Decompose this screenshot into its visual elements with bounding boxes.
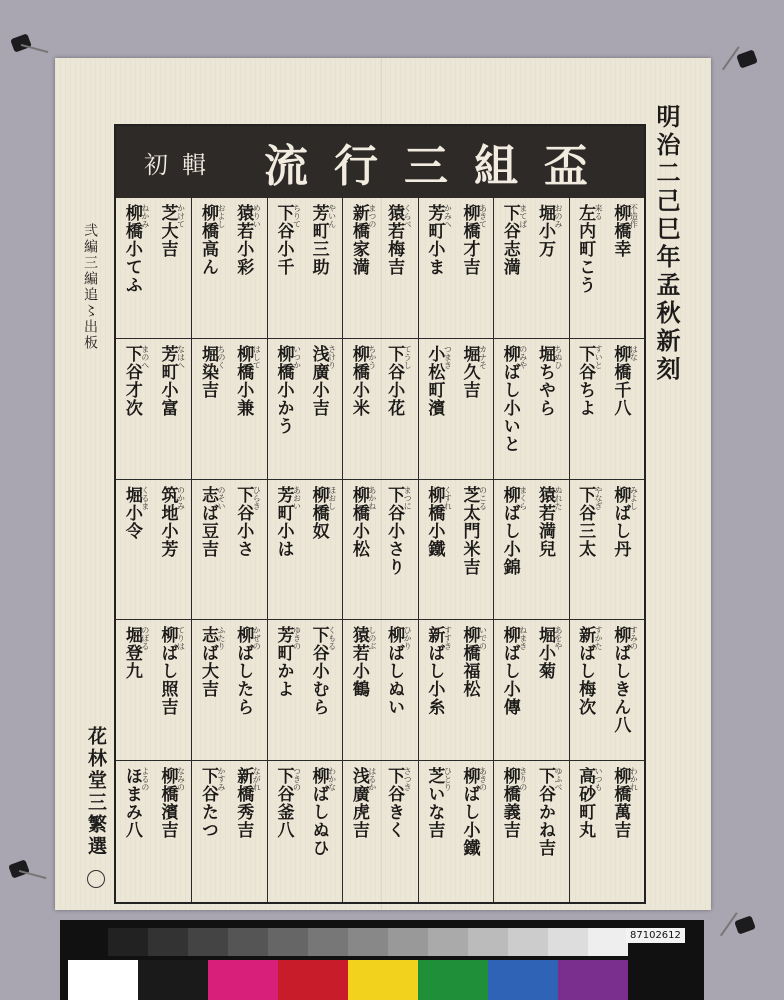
geisha-name: 新橋家満 (348, 204, 369, 276)
geisha-name-grid (116, 198, 644, 902)
name-entry (274, 486, 300, 558)
grid-cell (418, 620, 493, 761)
geisha-name: 柳橋小兼 (233, 344, 254, 417)
entry-note: すいと (594, 344, 604, 369)
grid-cell (116, 620, 191, 761)
name-entry (234, 767, 260, 839)
name-entry (576, 204, 602, 294)
gray-patch (388, 928, 428, 956)
name-entry (274, 345, 300, 435)
entry-note: のぼる (140, 626, 150, 651)
name-entry (123, 626, 149, 680)
entry-note: まてば (518, 204, 528, 228)
entry-note: かけて (176, 204, 186, 228)
entry-note: つまき (443, 344, 453, 369)
grid-cell (191, 339, 266, 480)
geisha-name: 柳ばし小錦 (499, 485, 520, 576)
geisha-name: 柳ばしきん八 (610, 626, 631, 735)
geisha-name: 柳橋小かう (273, 344, 294, 435)
name-entry (461, 486, 487, 576)
entry-note: カナそ (478, 344, 488, 369)
geisha-name: 浅廣小吉 (308, 344, 329, 417)
name-entry (536, 345, 562, 417)
geisha-name: 新ばし小糸 (424, 626, 445, 717)
name-entry (576, 626, 602, 716)
name-entry (611, 204, 637, 258)
grid-cell (342, 339, 417, 480)
geisha-name: 下谷きく (384, 767, 405, 840)
name-entry (274, 204, 300, 276)
geisha-name: 柳橋小松 (348, 485, 369, 558)
name-entry (425, 204, 451, 276)
geisha-name: 下谷小花 (384, 344, 405, 417)
grid-cell (418, 761, 493, 902)
entry-note: あきて (478, 204, 488, 228)
geisha-name: 柳橋才吉 (459, 204, 480, 276)
name-entry (385, 204, 411, 276)
color-patch (278, 960, 348, 1000)
color-calibration-chart (60, 920, 704, 1000)
entry-note: ゆふべ (553, 767, 563, 792)
color-patch (418, 960, 488, 1000)
color-patch (558, 960, 628, 1000)
entry-note: おのみ (553, 204, 563, 228)
pushpin (736, 49, 758, 68)
geisha-name: 下谷ちよ (575, 344, 596, 417)
grid-cell (267, 620, 342, 761)
entry-note: ちぬひ (553, 344, 563, 369)
ranking-frame (114, 124, 646, 904)
name-entry (461, 204, 487, 276)
name-entry (234, 486, 260, 558)
publisher-seal (87, 870, 105, 888)
grid-cell (342, 480, 417, 621)
name-entry (123, 486, 149, 540)
geisha-name: 堀小令 (121, 485, 142, 540)
geisha-name: 芳町三助 (308, 204, 329, 276)
entry-note: なみの (176, 767, 186, 792)
name-entry (576, 486, 602, 558)
name-entry (274, 626, 300, 698)
entry-note: あをや (553, 626, 563, 651)
gray-patch (468, 928, 508, 956)
geisha-name: 猿若小彩 (233, 204, 254, 276)
entry-note: はして (252, 344, 262, 369)
entry-note: なはへ (176, 344, 186, 369)
entry-note: まつの (367, 204, 377, 228)
name-entry (234, 345, 260, 417)
pushpin (10, 33, 32, 52)
entry-note: やなぎ (594, 485, 604, 510)
entry-note: きりの (518, 767, 528, 792)
entry-note: ちのく (217, 344, 227, 369)
geisha-name: 柳橋福松 (459, 626, 480, 699)
gray-patch (348, 928, 388, 956)
geisha-name: 下谷小むら (308, 626, 329, 717)
gray-patch (188, 928, 228, 956)
name-entry (199, 626, 225, 698)
geisha-name: 左内町こう (575, 204, 596, 294)
geisha-name: 下谷たつ (198, 767, 219, 840)
name-entry (501, 486, 527, 576)
entry-note: さつき (403, 767, 413, 792)
entry-note: ぬれた (553, 485, 563, 510)
gray-patch (148, 928, 188, 956)
name-entry (123, 767, 149, 839)
pushpin (734, 915, 756, 934)
grid-cell (267, 480, 342, 621)
geisha-name: 柳橋小米 (348, 344, 369, 417)
name-entry (310, 345, 336, 417)
grayscale-strip (68, 928, 628, 956)
entry-note: いつも (594, 767, 604, 792)
entry-note: のかみ (176, 485, 186, 510)
entry-note: ひとり (443, 767, 453, 792)
grid-cell (342, 198, 417, 339)
geisha-name: 柳ばし小鐵 (459, 767, 480, 858)
grid-cell (418, 198, 493, 339)
entry-note: てりは (176, 626, 186, 651)
entry-note: くるま (140, 485, 150, 510)
geisha-name: 堀久吉 (459, 344, 480, 399)
entry-note: ちかう (367, 344, 377, 369)
entry-note: ひらき (252, 485, 262, 510)
geisha-name: 柳ばし小傳 (499, 626, 520, 717)
geisha-name: 下谷かね吉 (534, 767, 555, 858)
entry-note: のみや (518, 344, 528, 369)
name-entry (385, 767, 411, 839)
color-patch (208, 960, 278, 1000)
entry-note: 不造作 (629, 204, 639, 228)
name-entry (234, 626, 260, 716)
name-entry (501, 345, 527, 453)
geisha-name: 柳ばし丹 (610, 485, 631, 558)
geisha-name: 柳橋小鐵 (424, 485, 445, 558)
grid-cell (267, 339, 342, 480)
grid-cell (116, 480, 191, 621)
gray-patch (68, 928, 108, 956)
grid-cell (569, 761, 644, 902)
entry-note: まのへ (140, 344, 150, 369)
sequel-notice: 弐編三編追〻出板 (82, 223, 98, 351)
geisha-name: 堀ちやら (534, 344, 555, 417)
name-entry (425, 486, 451, 558)
grid-cell (191, 761, 266, 902)
entry-note: やいん (327, 204, 337, 228)
geisha-name: 芳町かよ (273, 626, 294, 699)
geisha-name: 下谷小さり (384, 485, 405, 576)
name-entry (199, 767, 225, 839)
publication-date: 明治二己巳年孟秋新刻 (652, 104, 681, 384)
grid-cell (342, 620, 417, 761)
geisha-name: 柳橋義吉 (499, 767, 520, 840)
grid-cell (569, 480, 644, 621)
geisha-name: 浅廣虎吉 (348, 767, 369, 840)
geisha-name: 新橋秀吉 (233, 767, 254, 840)
color-patch (138, 960, 208, 1000)
entry-note: めりい (252, 204, 262, 228)
entry-note: さけり (327, 344, 337, 369)
woodblock-print-sheet (55, 58, 711, 910)
name-entry (159, 486, 185, 558)
entry-note: ねかみ (140, 204, 150, 228)
grid-cell (418, 480, 493, 621)
name-entry (536, 204, 562, 258)
name-entry (425, 626, 451, 716)
name-entry (274, 767, 300, 839)
entry-note: ながれ (252, 767, 262, 792)
entry-note: てうし (403, 344, 413, 369)
entry-note: つきの (292, 767, 302, 792)
gray-patch (228, 928, 268, 956)
name-entry (536, 767, 562, 857)
name-entry (385, 486, 411, 576)
entry-note: いでの (478, 626, 488, 651)
gray-patch (268, 928, 308, 956)
edition-label: 初輯 (144, 150, 220, 179)
geisha-name: 堀登九 (121, 626, 142, 681)
grid-cell (191, 480, 266, 621)
name-entry (159, 204, 185, 258)
poster-title: 流行三組盃 (264, 141, 614, 192)
grid-cell (191, 620, 266, 761)
entry-note: あおい (292, 485, 302, 510)
color-patch (488, 960, 558, 1000)
name-entry (123, 204, 149, 294)
name-entry (461, 345, 487, 399)
color-patch (348, 960, 418, 1000)
name-entry (199, 345, 225, 399)
color-strip (68, 960, 698, 1000)
name-entry (310, 767, 336, 857)
geisha-name: 柳ばしぬい (384, 626, 405, 717)
geisha-name: 柳ばしぬひ (308, 767, 329, 858)
name-entry (159, 626, 185, 716)
color-patch (628, 960, 698, 1000)
grid-cell (493, 480, 568, 621)
name-entry (611, 486, 637, 558)
entry-note: かすみ (217, 767, 227, 792)
grid-cell (569, 339, 644, 480)
name-entry (199, 486, 225, 558)
grid-cell (191, 198, 266, 339)
name-entry (234, 204, 260, 276)
entry-note: あきの (478, 767, 488, 792)
name-entry (310, 626, 336, 716)
name-entry (611, 345, 637, 417)
entry-note: わかれ (629, 767, 639, 792)
name-entry (611, 626, 637, 734)
geisha-name: 下谷釜八 (273, 767, 294, 840)
entry-note: かぜの (252, 626, 262, 651)
entry-note: いつか (292, 344, 302, 369)
geisha-name: 猿若満兒 (534, 485, 555, 558)
geisha-name: 高砂町丸 (575, 767, 596, 840)
geisha-name: 下谷小さ (233, 485, 254, 558)
geisha-name: 新ばし梅次 (575, 626, 596, 717)
geisha-name: 柳橋幸 (610, 204, 631, 258)
grid-cell (267, 198, 342, 339)
color-patch (68, 960, 138, 1000)
entry-note: よるの (140, 767, 150, 792)
entry-note: みよし (629, 485, 639, 510)
name-entry (425, 345, 451, 417)
name-entry (501, 204, 527, 276)
gray-patch (108, 928, 148, 956)
geisha-name: 柳橋濱吉 (157, 767, 178, 840)
geisha-name: 堀小菊 (534, 626, 555, 681)
entry-note: およし (217, 204, 227, 228)
entry-note: わかな (327, 767, 337, 792)
entry-note: まつに (403, 485, 413, 510)
gray-patch (508, 928, 548, 956)
geisha-name: 芳町小は (273, 485, 294, 558)
geisha-name: 堀染吉 (198, 344, 219, 399)
grid-cell (418, 339, 493, 480)
publisher-name: 花林堂三繁選 (85, 726, 107, 858)
geisha-name: 柳橋千八 (610, 344, 631, 417)
name-entry (501, 767, 527, 839)
geisha-name: 柳橋高ん (198, 204, 219, 276)
name-entry (159, 345, 185, 417)
geisha-name: 猿若梅吉 (384, 204, 405, 276)
geisha-name: 柳橋萬吉 (610, 767, 631, 840)
grid-cell (493, 198, 568, 339)
geisha-name: 柳ばし照吉 (157, 626, 178, 717)
gray-patch (428, 928, 468, 956)
grid-cell (569, 620, 644, 761)
entry-note: はな (629, 344, 639, 361)
geisha-name: 芳町小富 (157, 344, 178, 417)
entry-note: まくら (518, 485, 528, 510)
entry-note: かみへ (443, 204, 453, 228)
entry-note: しのぶ (367, 626, 377, 651)
grid-cell (116, 198, 191, 339)
name-entry (159, 767, 185, 839)
title-banner (116, 126, 644, 198)
name-entry (536, 486, 562, 558)
geisha-name: 柳橋奴 (308, 485, 329, 540)
entry-note: ひかり (403, 626, 413, 651)
grid-cell (116, 339, 191, 480)
pushpin (8, 859, 30, 878)
entry-note: ふたり (217, 626, 227, 651)
geisha-name: 小松町濱 (424, 344, 445, 417)
grid-cell (493, 620, 568, 761)
name-entry (385, 345, 411, 417)
grid-cell (493, 339, 568, 480)
grid-cell (493, 761, 568, 902)
name-entry (310, 204, 336, 276)
name-entry (461, 626, 487, 698)
gray-patch (548, 928, 588, 956)
name-entry (123, 345, 149, 417)
name-entry (501, 626, 527, 716)
geisha-name: 下谷三太 (575, 485, 596, 558)
geisha-name: 志ば豆吉 (198, 485, 219, 558)
geisha-name: 芝いな吉 (424, 767, 445, 840)
name-entry (576, 345, 602, 417)
grid-cell (267, 761, 342, 902)
entry-note: すみの (629, 626, 639, 651)
name-entry (199, 204, 225, 276)
grid-cell (569, 198, 644, 339)
geisha-name: 下谷小千 (273, 204, 294, 276)
geisha-name: 柳ばし小いと (499, 344, 520, 453)
entry-note: すすき (443, 626, 453, 651)
name-entry (576, 767, 602, 839)
geisha-name: 下谷才次 (121, 344, 142, 417)
name-entry (385, 626, 411, 716)
name-entry (611, 767, 637, 839)
name-entry (425, 767, 451, 839)
entry-note: ほおし (327, 485, 337, 510)
geisha-name: 芝太門米吉 (459, 485, 480, 576)
entry-note: すかた (594, 626, 604, 651)
name-entry (350, 626, 376, 698)
grid-cell (342, 761, 417, 902)
name-entry (350, 767, 376, 839)
geisha-name: 猿若小鶴 (348, 626, 369, 699)
entry-note: くもる (327, 626, 337, 651)
entry-note: くらべ (403, 204, 413, 228)
entry-note: くすれ (443, 485, 453, 510)
geisha-name: 筑地小芳 (157, 485, 178, 558)
grid-cell (116, 761, 191, 902)
gray-patch (588, 928, 628, 956)
name-entry (350, 486, 376, 558)
name-entry (461, 767, 487, 857)
geisha-name: 下谷志満 (499, 204, 520, 276)
name-entry (350, 345, 376, 417)
geisha-name: 芝大吉 (157, 204, 178, 258)
entry-note: ゆきの (292, 626, 302, 651)
entry-note: あかね (367, 485, 377, 510)
name-entry (310, 486, 336, 540)
geisha-name: 柳ばしたら (233, 626, 254, 717)
entry-note: のそい (217, 485, 227, 510)
name-entry (536, 626, 562, 680)
entry-note: 来る (594, 204, 604, 220)
geisha-name: ほまみ八 (121, 767, 142, 840)
entry-note: はるか (367, 767, 377, 792)
gray-patch (308, 928, 348, 956)
geisha-name: 堀小万 (534, 204, 555, 258)
name-entry (350, 204, 376, 276)
entry-note: ねまき (518, 626, 528, 651)
entry-note: ちりて (292, 204, 302, 228)
geisha-name: 志ば大吉 (198, 626, 219, 699)
geisha-name: 柳橋小てふ (121, 204, 142, 294)
catalog-id-label: 87102612 (626, 928, 685, 943)
entry-note: のこる (478, 485, 488, 510)
geisha-name: 芳町小ま (424, 204, 445, 276)
